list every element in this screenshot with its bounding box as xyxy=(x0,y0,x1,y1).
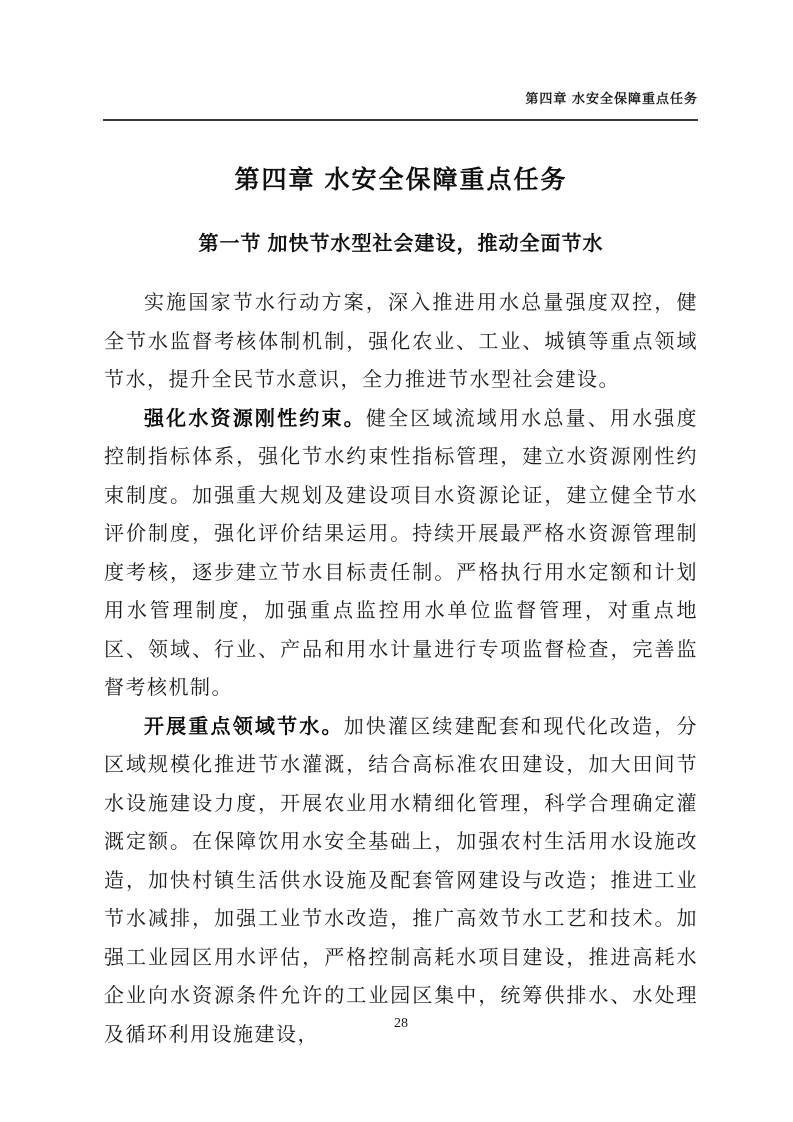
paragraph-3 xyxy=(104,708,698,1055)
paragraph-3-lead: 开展重点领域节水。 xyxy=(144,715,344,738)
running-header: 第四章 水安全保障重点任务 xyxy=(525,91,698,106)
header-rule xyxy=(103,119,698,121)
chapter-title: 第四章 水安全保障重点任务 xyxy=(234,166,568,194)
page-number: 28 xyxy=(394,1016,408,1031)
section-title: 第一节 加快节水型社会建设，推动全面节水 xyxy=(198,233,604,255)
paragraph-2-lead: 强化水资源刚性约束。 xyxy=(144,407,366,430)
paragraph-2-text: 健全区域流域用水总量、用水强度控制指标体系，强化节水约束性指标管理，建立水资源刚性约束制度。加强重大规划及建设项目水资源论证，建立健全节水评价制度，强化评价结果运用。持续开展最严格水资源管理制度考核，逐步建立节水目标责任制。严格执行用水定额和计划用水管理制度，加强重点监控用水单位监督管理，对重点地区、领域、行业、产品和用水计量进行专项监督检查，完善监督考核机制。 xyxy=(104,407,698,699)
body-text-block xyxy=(104,284,698,1054)
paragraph-3-text: 加快灌区续建配套和现代化改造，分区域规模化推进节水灌溉，结合高标准农田建设，加大田间节水设施建设力度，开展农业用水精细化管理，科学合理确定灌溉定额。在保障饮用水安全基础上，加强农村生活用水设施改造，加快村镇生活供水设施及配套管网建设与改造；推进工业节水减排，加强工业节水改造，推广高效节水工艺和技术。加强工业园区用水评估，严格控制高耗水项目建设，推进高耗水企业向水资源条件允许的工业园区集中，统筹供排水、水处理及循环利用设施建设， xyxy=(104,715,698,1046)
paragraph-1 xyxy=(104,284,698,400)
paragraph-2 xyxy=(104,400,698,708)
paragraph-1-text: 实施国家节水行动方案，深入推进用水总量强度双控，健全节水监督考核体制机制，强化农业、工业、城镇等重点领域节水，提升全民节水意识，全力推进节水型社会建设。 xyxy=(104,292,698,391)
